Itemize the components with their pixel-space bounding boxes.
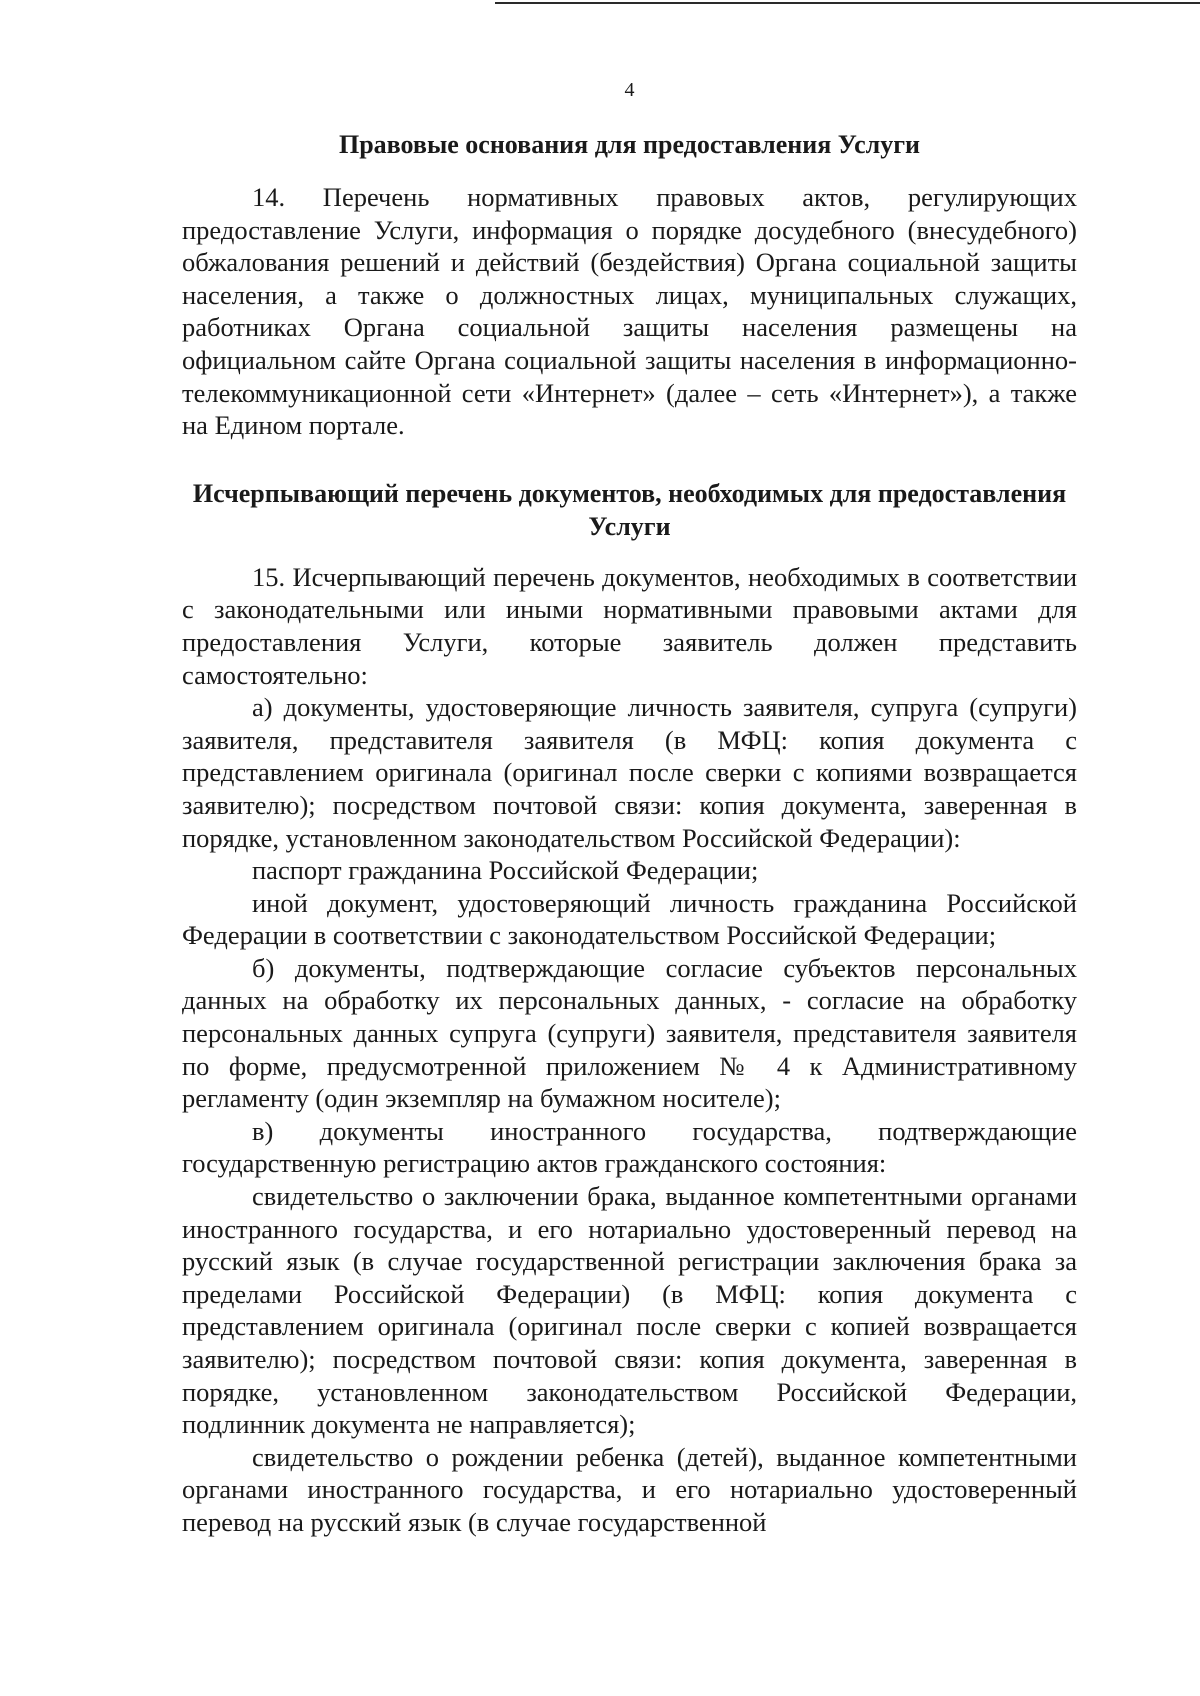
list-item-a-passport: паспорт гражданина Российской Федерации; <box>252 855 759 886</box>
scan-edge-line <box>495 2 1200 4</box>
section-heading-documents-list: Исчерпывающий перечень документов, необходимых для предоставления Услуги <box>192 478 1067 541</box>
page-number: 4 <box>624 79 635 101</box>
list-item-v-birth-certificate: свидетельство о рождении ребенка (детей), выданное компетентными органами иностранного государства, и его нотариально удостоверенный перевод на русский язык (в случае государственной <box>182 1441 1077 1537</box>
document-page <box>182 70 1077 1539</box>
section-heading-legal-basis: Правовые основания для предоставления Услуги <box>339 130 920 159</box>
paragraph-14: 14. Перечень нормативных правовых актов, регулирующих предоставление Услуги, информация о порядке досудебного (внесудебного) обжалования решений и действий (бездействия) Органа социальной защиты населения, а также о должностных лицах, муниципальных служащих, работниках Органа социальной защиты населения размещены на официальном сайте Органа социальной защиты населения в информационно-телекоммуникационной сети «Интернет» (далее – сеть «Интернет»), а также на Едином портале. <box>182 182 1077 441</box>
list-item-b: б) документы, подтверждающие согласие субъектов персональных данных на обработку их персональных данных, - согласие на обработку персональных данных супруга (супруги) заявителя, представителя заявителя по форме, предусмотренной приложением № 4 к Административному регламенту (один экземпляр на бумажном носителе); <box>182 952 1077 1114</box>
list-item-v: в) документы иностранного государства, подтверждающие государственную регистрацию актов гражданского состояния: <box>182 1115 1077 1179</box>
list-item-a: а) документы, удостоверяющие личность заявителя, супруга (супруги) заявителя, представителя заявителя (в МФЦ: копия документа с представлением оригинала (оригинал после сверки с копиями возвращается заявителю); посредством почтовой связи: копия документа, заверенная в порядке, установленном законодательством Российской Федерации): <box>182 692 1077 853</box>
list-item-a-other-id: иной документ, удостоверяющий личность гражданина Российской Федерации в соответствии с законодательством Российской Федерации; <box>182 887 1077 951</box>
list-item-v-marriage-certificate: свидетельство о заключении брака, выданное компетентными органами иностранного государства, и его нотариально удостоверенный перевод на русский язык (в случае государственной регистрации заключения брака за пределами Российской Федерации) (в МФЦ: копия документа с представлением оригинала (оригинал после сверки с копией возвращается заявителю); посредством почтовой связи: копия документа, заверенная в порядке, установленном законодательством Российской Федерации, подлинник документа не направляется); <box>182 1181 1077 1440</box>
paragraph-15: 15. Исчерпывающий перечень документов, необходимых в соответствии с законодательными или иными нормативными правовыми актами для предоставления Услуги, которые заявитель должен представить самостоятельно: <box>182 561 1077 690</box>
